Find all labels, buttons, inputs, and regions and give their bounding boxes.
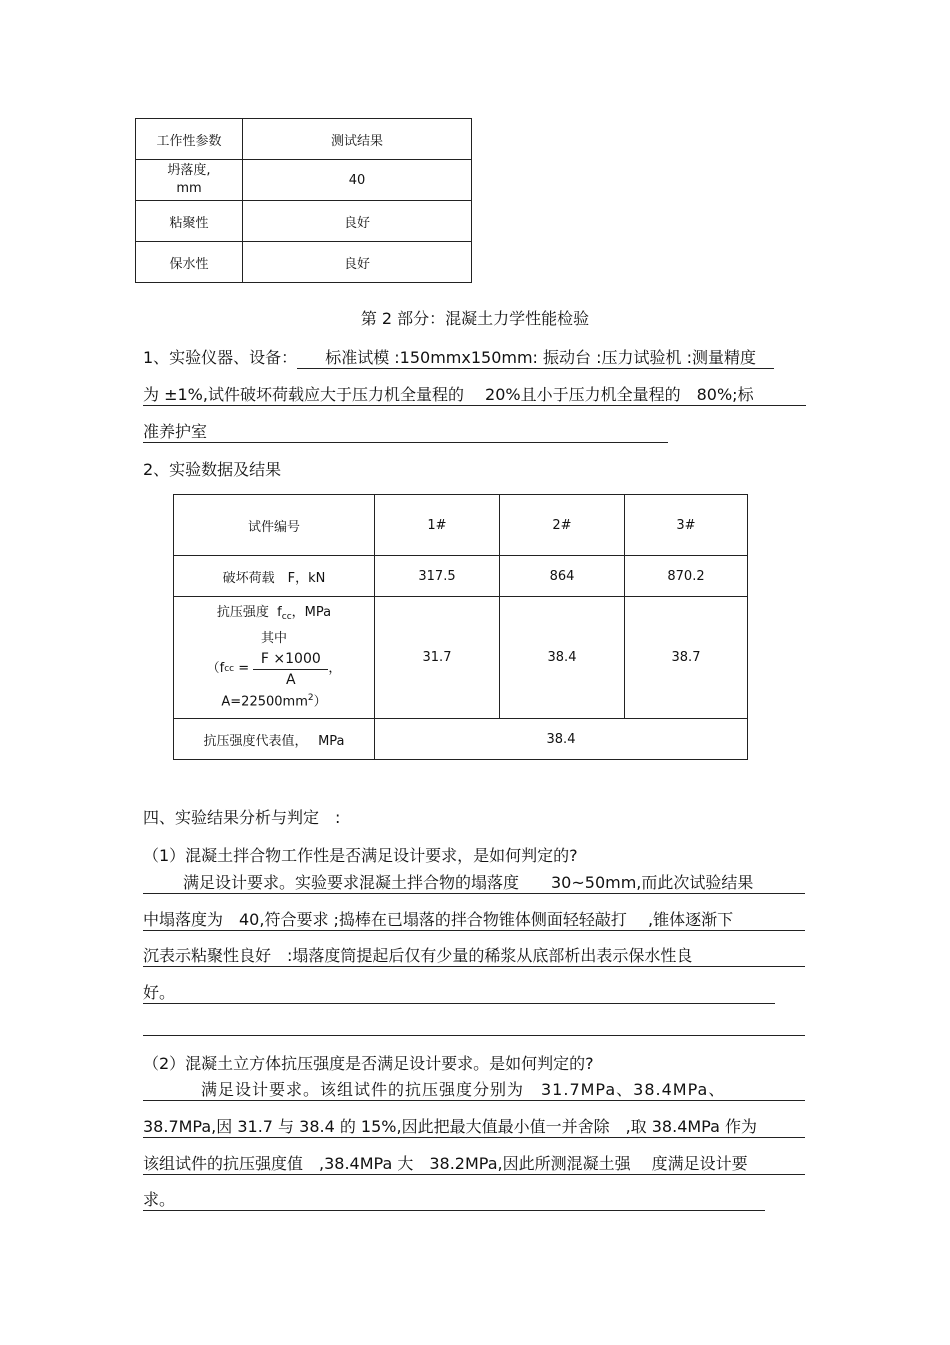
header-cell: 试件编号 — [174, 495, 375, 556]
header-cell: 1# — [375, 495, 500, 556]
cohesion-value: 良好 — [243, 201, 472, 242]
slump-value: 40 — [243, 160, 472, 201]
answer-1-line: 中塌落度为 40,符合要求 ;捣棒在已塌落的拌合物锥体侧面轻轻敲打 ,锥体逐渐下 — [143, 910, 805, 931]
area-superscript: 2 — [307, 692, 314, 703]
area-text: A=22500mm — [221, 694, 308, 710]
load-value: 317.5 — [375, 556, 500, 597]
header-cell: 工作性参数 — [136, 119, 243, 160]
workability-table — [135, 118, 472, 283]
answer-1-line: 满足设计要求。实验要求混凝土拌合物的塌落度 30~50mm,而此次试验结果 — [143, 873, 805, 894]
strength-value: 38.7 — [625, 597, 748, 719]
load-value: 870.2 — [625, 556, 748, 597]
equals-sign: = — [238, 661, 250, 677]
representative-label: 抗压强度代表值， MPa — [174, 719, 375, 760]
header-cell: 测试结果 — [243, 119, 472, 160]
answer-2-line: 38.7MPa,因 31.7 与 38.4 的 15%,因此把最大值最小值一并舍除 ,取 38.4MPa 作为 — [143, 1117, 805, 1138]
water-retention-value: 良好 — [243, 242, 472, 283]
blank-line — [143, 1035, 805, 1036]
cc-subscript: cc — [281, 611, 292, 622]
equip-line-1 — [143, 348, 774, 369]
answer-2-line: 满足设计要求。该组试件的抗压强度分别为 31.7MPa、38.4MPa、 — [143, 1080, 805, 1101]
strength-unit: ，MPa — [291, 604, 332, 620]
f-symbol: f — [277, 604, 282, 620]
equip-text-3: 准养护室 — [143, 422, 668, 443]
among-label: 其中 — [260, 630, 287, 646]
cc-subscript: cc — [224, 664, 235, 675]
row-label — [136, 160, 243, 201]
strength-value: 31.7 — [375, 597, 500, 719]
representative-value: 38.4 — [375, 719, 748, 760]
slump-unit: mm — [176, 181, 202, 196]
fraction-bar — [253, 669, 328, 670]
load-label: 破坏荷载 F，kN — [174, 556, 375, 597]
formula-paren-close: ） — [313, 694, 327, 710]
equip-text-1: 标准试模 :150mmx150mm: 振动台 :压力试验机 :测量精度 — [297, 348, 774, 369]
formula-paren: （ — [206, 661, 220, 677]
strength-table — [173, 494, 748, 760]
formula-comma: ， — [328, 661, 342, 677]
equip-label: 1、实验仪器、设备： — [143, 348, 298, 367]
f-symbol: f — [219, 661, 225, 677]
load-value: 864 — [500, 556, 625, 597]
answer-1-line: 好。 — [143, 983, 775, 1004]
answer-2-line: 该组试件的抗压强度值 ,38.4MPa 大 38.2MPa,因此所测混凝土强 度满足设计要 — [143, 1154, 805, 1175]
row-label: 粘聚性 — [136, 201, 243, 242]
section2-title: 第 2 部分：混凝土力学性能检验 — [360, 309, 590, 328]
strength-label — [174, 597, 375, 719]
header-cell: 2# — [500, 495, 625, 556]
strength-value: 38.4 — [500, 597, 625, 719]
fraction-denominator: A — [286, 671, 296, 688]
equip-text-2: 为 ±1%,试件破坏荷载应大于压力机全量程的 20%且小于压力机全量程的 80%;标 — [143, 385, 806, 406]
data-heading: 2、实验数据及结果 — [143, 460, 282, 479]
header-cell: 3# — [625, 495, 748, 556]
analysis-heading: 四、实验结果分析与判定 : — [143, 808, 341, 827]
question-2: （2）混凝土立方体抗压强度是否满足设计要求。是如何判定的? — [143, 1054, 594, 1073]
fraction — [253, 651, 328, 688]
strength-label-line — [174, 605, 374, 625]
formula — [174, 651, 374, 688]
slump-label: 坍落度, — [167, 163, 211, 178]
strength-label-text: 抗压强度 — [216, 604, 269, 620]
answer-2-line: 求。 — [143, 1190, 765, 1211]
fraction-numerator: F ×1000 — [260, 650, 321, 667]
question-1: （1）混凝土拌合物工作性是否满足设计要求，是如何判定的? — [143, 846, 578, 865]
row-label: 保水性 — [136, 242, 243, 283]
area-line — [174, 690, 374, 710]
answer-1-line: 沉表示粘聚性良好 :塌落度筒提起后仅有少量的稀浆从底部析出表示保水性良 — [143, 946, 805, 967]
